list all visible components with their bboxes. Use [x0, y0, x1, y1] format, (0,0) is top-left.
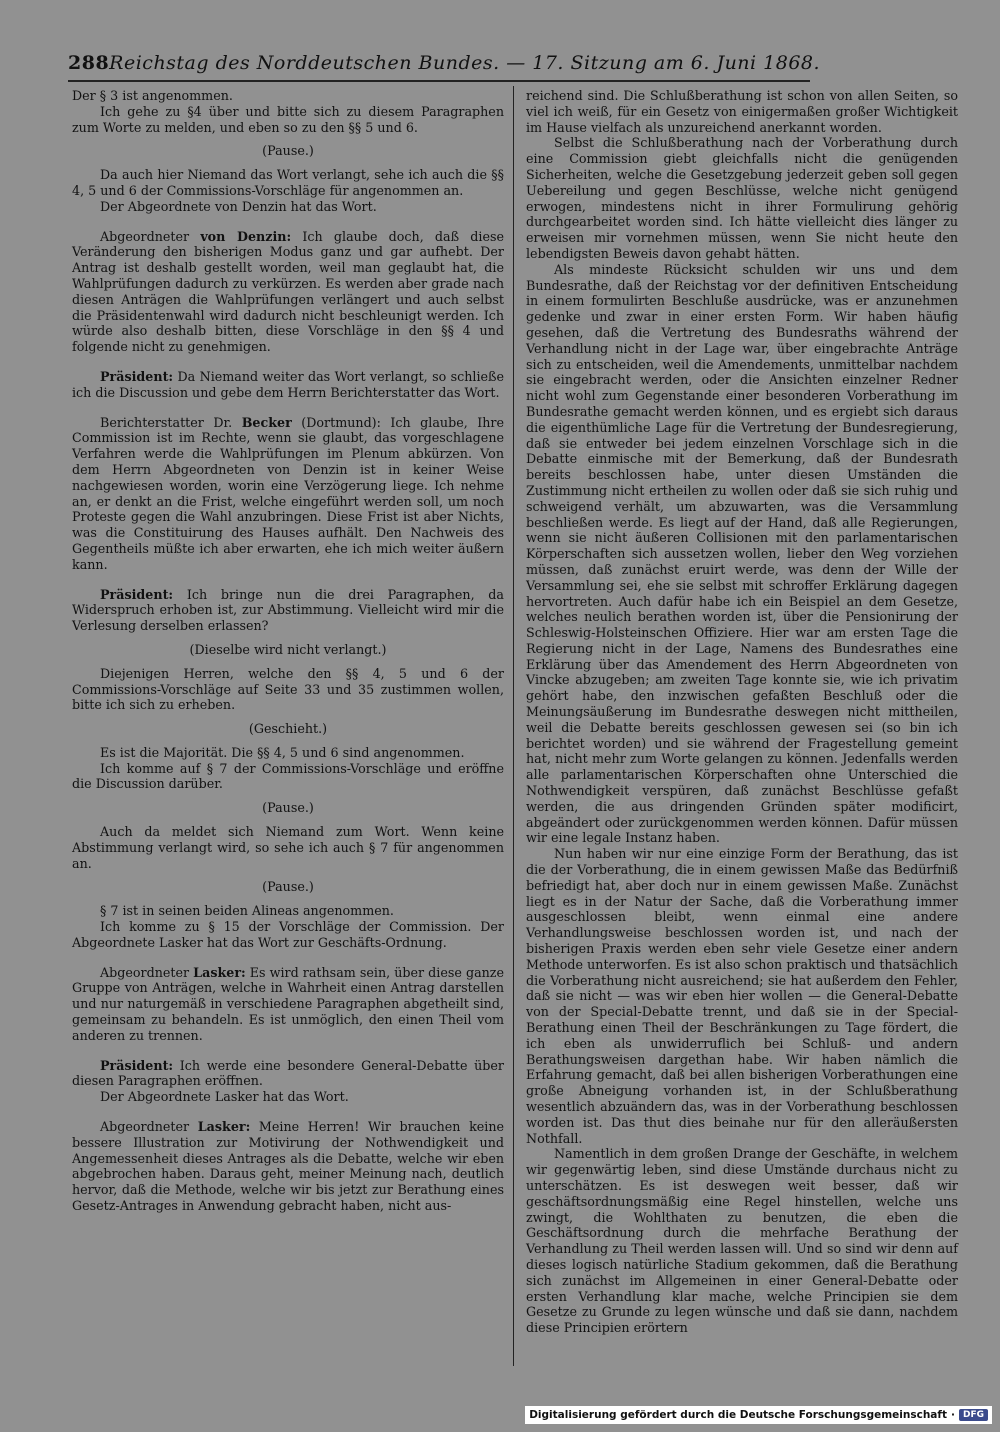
body-paragraph: Auch da meldet sich Niemand zum Wort. Wenn keine Abstimmung verlangt wird, so sehe ich auch § 7 für angenommen an. [72, 824, 504, 871]
body-paragraph: Ich komme auf § 7 der Commissions-Vorschläge und eröffne die Discussion darüber. [72, 760, 504, 792]
stage-direction: (Geschieht.) [248, 721, 328, 737]
body-paragraph: Selbst die Schlußberathung nach der Vorberathung durch eine Commission giebt gleichfalls nicht die genügenden Sicherheiten, welche die Gesetzgebung jederzeit geben soll gegen Uebereilung und gegen Beschlüsse, welche nicht genügend erwogen, mindestens nicht in ihrer Formulirung gehörig durchgearbeitet worden sind. Ich hätte vielleicht dies länger zu erweisen mir vornehmen müssen, wenn Sie nicht heute den lebendigsten Beweis davon gehabt hätten. [526, 135, 958, 261]
speaker-name: Präsident: [100, 368, 174, 384]
speaker-name: Becker [241, 414, 292, 430]
speaker-prefix: Abgeordneter [100, 964, 194, 980]
speech-text: Ich glaube doch, daß diese Veränderung den bisherigen Modus ganz und gar aufhebt. Der Antrag ist deshalb gestellt worden, weil man geglaubt hat, die Wahlprüfungen dadurch zu verkürzen. Es werden aber grade nach diesen Anträgen die Wahlprüfungen verlängert und auch selbst die Präsidentenwahl wird dadurch nicht beschleunigt werden. Ich würde also deshalb bitten, diese Vorschläge in den §§ 4 und folgende nicht zu genehmigen. [72, 228, 505, 355]
body-paragraph: reichend sind. Die Schlußberathung ist schon von allen Seiten, so viel ich weiß, für ein Gesetz von einigermaßen großer Wichtigkeit im Hause vielfach als unzureichend anerkannt worden. [526, 88, 958, 135]
speech-text: Ich bringe nun die drei Paragraphen, da Widerspruch erhoben ist, zur Abstimmung. Vielleicht wird mir die Verlesung derselben erlassen? [72, 586, 504, 634]
speaker-name: Präsident: [100, 586, 174, 602]
body-paragraph: Der Abgeordnete Lasker hat das Wort. [100, 1089, 349, 1105]
body-paragraph: Der Abgeordnete von Denzin hat das Wort. [100, 198, 377, 214]
speech-paragraph [72, 415, 504, 573]
body-paragraph: Diejenigen Herren, welche den §§ 4, 5 und 6 der Commissions-Vorschläge auf Seite 33 und 35 zustimmen wollen, bitte ich sich zu erheben. [72, 665, 504, 713]
running-title: Reichstag des Norddeutschen Bundes. — 17. Sitzung am 6. Juni 1868. [109, 52, 821, 74]
body-paragraph: Ich komme zu § 15 der Vorschläge der Commission. Der Abgeordnete Lasker hat das Wort zur Geschäfts-Ordnung. [72, 919, 504, 950]
speaker-name: Präsident: [100, 1057, 174, 1073]
speaker-name: von Denzin: [200, 228, 292, 244]
column-divider [513, 86, 514, 1366]
speech-text: Meine Herren! Wir brauchen keine bessere Illustration zur Motivirung der Nothwendigkeit und Angemessenheit dieses Antrages als die Debatte, welche wir eben abgebrochen haben. Daraus geht, meiner Meinung nach, deutlich hervor, daß die Methode, welche wir bis jetzt zur Berathung eines Gesetz-Antrages in Anwendung gebracht haben, nicht aus- [72, 1119, 505, 1214]
body-paragraph: Da auch hier Niemand das Wort verlangt, sehe ich auch die §§ 4, 5 und 6 der Commissions-Vorschläge für angenommen an. [72, 167, 504, 198]
paragraph-gap [72, 1105, 504, 1119]
body-paragraph: Namentlich in dem großen Drange der Geschäfte, in welchem wir gegenwärtig leben, sind diese Umstände durchaus nicht zu unterschätzen. Es ist deswegen weit besser, daß wir geschäftsordnungsmäßig eine Regel hinstellen, welche uns zwingt, die Wohlthaten zu benutzen, die eben die Geschäftsordnung durch die mehrfache Berathung der Verhandlung zu Theil werden lassen will. Und so sind wir denn auf dieses logisch natürliche Stadium gekommen, daß die Berathung sich zunächst im Allgemeinen in einer General-Debatte oder ersten Verhandlung klar mache, welche Principien sie dem Gesetze zu Grunde zu legen wünsche und daß sie dann, nachdem diese Principien erörtern [526, 1146, 958, 1336]
page-header [68, 52, 821, 78]
body-paragraph: Ich gehe zu §4 über und bitte sich zu diesem Paragraphen zum Worte zu melden, und eben so zu den §§ 5 und 6. [72, 103, 504, 135]
paragraph-gap [72, 1044, 504, 1058]
speaker-name: Lasker: [197, 1119, 251, 1135]
paragraph-gap [72, 951, 504, 965]
header-rule [68, 80, 810, 82]
speaker-prefix: Berichterstatter Dr. [100, 414, 242, 430]
speaker-prefix: Abgeordneter [100, 1119, 198, 1135]
speech-text: (Dortmund): Ich glaube, Ihre Commission ist im Rechte, wenn sie glaubt, das vorgeschlagene Verfahren werde die Wahlprüfungen im Plenum abkürzen. Von dem Herrn Abgeordneten von Denzin ist in keiner Weise nachgewiesen worden, worin eine Verzögerung liege. Ich nehme an, er denkt an die Frist, welche eingeführt werden soll, um noch Proteste gegen die Wahl anzubringen. Diese Frist ist aber Nichts, was die Constituirung des Hauses aufhält. Den Nachweis des Gegentheils müßte ich aber erwarten, ehe ich mich weiter äußern kann. [72, 414, 504, 572]
speech-paragraph [72, 1119, 504, 1214]
right-column [526, 88, 958, 1368]
speech-text: Es wird rathsam sein, über diese ganze Gruppe von Anträgen, welche in Wahrheit einen Antrag darstellen und nur naturgemäß in verschiedene Paragraphen abgetheilt sind, gemeinsam zu behandeln. Es ist unmöglich, den einen Theil vom anderen zu trennen. [72, 964, 504, 1043]
speech-paragraph [72, 587, 504, 634]
paragraph-gap [72, 215, 504, 229]
speech-paragraph [72, 229, 504, 355]
page-number: 288 [68, 52, 110, 74]
paragraph-gap [72, 573, 504, 587]
body-paragraph: § 7 ist in seinen beiden Alineas angenommen. [100, 903, 394, 919]
body-paragraph: Der § 3 ist angenommen. [72, 88, 233, 103]
body-paragraph: Es ist die Majorität. Die §§ 4, 5 und 6 sind angenommen. [100, 744, 465, 760]
speech-text: Da Niemand weiter das Wort verlangt, so schließe ich die Discussion und gebe dem Herrn Berichterstatter das Wort. [72, 368, 504, 400]
dfg-logo: DFG [959, 1409, 988, 1421]
speech-paragraph [72, 1058, 504, 1090]
speech-text: Ich werde eine besondere General-Debatte über diesen Paragraphen eröffnen. [72, 1057, 504, 1089]
speech-paragraph [72, 369, 504, 401]
paragraph-gap [72, 401, 504, 415]
speaker-prefix: Abgeordneter [100, 228, 201, 244]
stage-direction: (Pause.) [262, 879, 314, 895]
body-paragraph: Als mindeste Rücksicht schulden wir uns und dem Bundesrathe, daß der Reichstag vor der definitiven Entscheidung in einem formulirten Beschluße ausdrücke, was er anzunehmen gedenke und zwar in einer ersten Form. Wir haben häufig gesehen, daß die Vertretung des Bundesraths während der Verhandlung nicht in der Lage war, über eingebrachte Anträge sich zu entscheiden, weil die Amendements, unmittelbar nachdem sie eingebracht werden, oder die Ansichten einzelner Redner nicht wohl zum Gegenstande einer besonderen Vorberathung im Bundesrathe gemacht werden können, und es ergiebt sich daraus die eigenthümliche Lage für die Vertretung der Bundesregierung, daß sie entweder bei jedem einzelnen Vorschlage sich in die Debatte einmische mit der Bemerkung, daß der Bundesrath bereits beschlossen habe, unter diesen Umständen die Zustimmung nicht ertheilen zu wollen oder daß sie sich ruhig und schweigend verhält, um abzuwarten, was die Versammlung beschließen werde. Es liegt auf der Hand, daß alle Regierungen, wenn sie nicht äußeren Collisionen mit den parlamentarischen Körperschaften sich aussetzen wollen, lieber den Weg vorziehen müssen, daß zunächst eruirt werde, was denn der Wille der Versammlung sei, ehe sie selbst mit schroffer Erklärung dagegen hervortreten. Auch dafür habe ich ein Beispiel an dem Gesetze, welches neulich berathen worden ist, über die Pensionirung der Schleswig-Holsteinschen Offiziere. Hier war am ersten Tage die Regierung nicht in der Lage, Namens des Bundesrathes eine Erklärung über das Amendement des Herrn Abgeordneten von Vincke abzugeben; am zweiten Tage konnte sie, wie ich privatim gehört habe, den inzwischen gefaßten Beschluß oder die Meinungsäußerung im Bundesrathe deswegen nicht mittheilen, weil die Debatte bereits geschlossen gewesen sei (so bin ich berichtet worden) und sie während der Fragestellung gemeint hat, nicht mehr zum Worte gelangen zu können. Jedenfalls werden alle parlamentarischen Körperschaften ohne Unterschied die Nothwendigkeit verspüren, daß zunächst Beschlüsse gefaßt werden, die aus dringenden Gründen später modificirt, abgeändert oder zurückgenommen werden können. Dafür müssen wir eine legale Instanz haben. [526, 261, 958, 846]
footer-separator: · [950, 1409, 955, 1421]
speaker-name: Lasker: [193, 964, 246, 980]
stage-direction: (Pause.) [262, 143, 314, 159]
body-paragraph: Nun haben wir nur eine einzige Form der Berathung, das ist die der Vorberathung, die in einem gewissen Maße das Bedürfniß befriedigt hat, aber doch nur in einem gewissen Maße. Zunächst liegt es in der Natur der Sache, daß die Vorberathung immer ausgeschlossen bleibt, wenn einmal eine andere Verhandlungsweise beschlossen worden ist, und nach der bisherigen Praxis werden eben sehr viele Gesetze einer andern Methode unterworfen. Es ist also schon praktisch und thatsächlich die Vorberathung nicht ausreichend; sie hat außerdem den Fehler, daß sie nicht — was wir eben hier wollen — die General-Debatte von der Special-Debatte trennt, und daß sie in der Special-Berathung einen Theil der Beschränkungen zu Tage fördert, die ich eben als unwiderruflich bei Schluß- und andern Berathungsweisen dargethan habe. Wir haben nämlich die Erfahrung gemacht, daß bei allen bisherigen Vorberathungen eine große Abneigung vorhanden ist, in der Schlußberathung wesentlich abzuändern das, was in der Vorberathung beschlossen worden ist. Das thut dies beinahe nur für den alleräußersten Nothfall. [526, 846, 958, 1146]
stage-direction: (Dieselbe wird nicht verlangt.) [189, 641, 387, 657]
paragraph-gap [72, 355, 504, 369]
stage-direction: (Pause.) [262, 800, 314, 816]
left-column [72, 88, 504, 1368]
speech-paragraph [72, 965, 504, 1044]
footer-text: Digitalisierung gefördert durch die Deutsche Forschungsgemeinschaft [529, 1409, 947, 1421]
footer-credit [525, 1406, 992, 1424]
